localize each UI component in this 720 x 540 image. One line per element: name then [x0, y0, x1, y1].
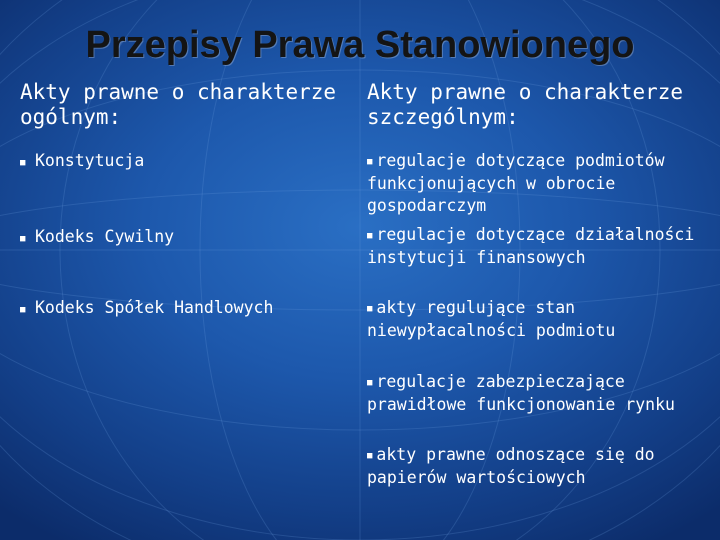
- right-list-item-text: regulacje dotyczące działalności instytucji finansowych: [367, 225, 695, 267]
- left-column-heading: Akty prawne o charakterze ogólnym:: [20, 80, 337, 129]
- right-list-item-text: akty prawne odnoszące się do papierów wartościowych: [367, 445, 655, 487]
- right-list-item-text: akty regulujące stan niewypłacalności podmiotu: [367, 298, 616, 340]
- square-bullet-icon: ■: [367, 157, 373, 167]
- right-list-item: [367, 297, 707, 342]
- right-column-heading: Akty prawne o charakterze szczególnym:: [367, 80, 684, 129]
- left-list-item-text: Kodeks Cywilny: [35, 227, 175, 246]
- right-list-item-text: regulacje dotyczące podmiotów funkcjonujących w obrocie gospodarczym: [367, 151, 665, 215]
- right-list-item: [367, 224, 707, 269]
- left-list-item: [20, 150, 355, 172]
- left-list-item-text: Kodeks Spółek Handlowych: [35, 298, 274, 317]
- left-list-item-text: Konstytucja: [35, 151, 145, 170]
- square-bullet-icon: ■: [367, 304, 373, 314]
- right-list-item: [367, 371, 707, 416]
- slide-title: Przepisy Prawa Stanowionego: [85, 24, 635, 66]
- square-bullet-icon: ■: [20, 158, 26, 168]
- left-list-item: [20, 297, 355, 319]
- square-bullet-icon: ■: [20, 234, 26, 244]
- square-bullet-icon: ■: [367, 378, 373, 388]
- left-list-item: [20, 226, 355, 248]
- right-list-item: [367, 150, 707, 217]
- right-list-item-text: regulacje zabezpieczające prawidłowe funkcjonowanie rynku: [367, 372, 675, 414]
- square-bullet-icon: ■: [367, 231, 373, 241]
- square-bullet-icon: ■: [20, 305, 26, 315]
- right-list-item: [367, 444, 707, 489]
- square-bullet-icon: ■: [367, 451, 373, 461]
